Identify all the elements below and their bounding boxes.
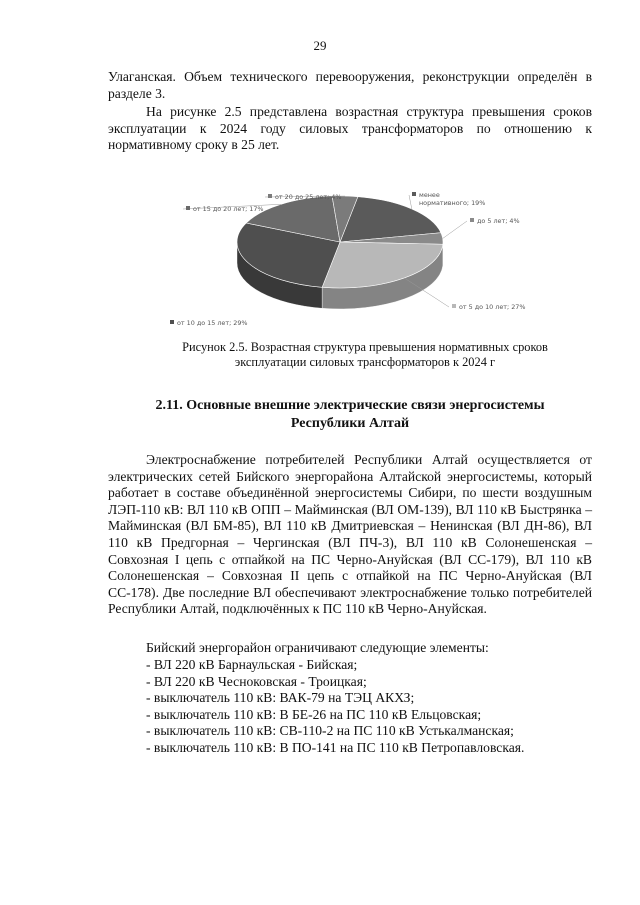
pie-label-5 (265, 193, 345, 201)
pie-label-text: менее (419, 191, 440, 199)
section-heading (108, 397, 592, 433)
figure-caption-line-1: Рисунок 2.5. Возрастная структура превышения нормативных сроков (182, 340, 548, 354)
pie-label-0 (409, 191, 485, 209)
list-item: - выключатель 110 кВ: В БЕ-26 на ПС 110 кВ Ельцовская; (146, 706, 482, 722)
list-item: - ВЛ 220 кВ Барнаульская - Бийская; (146, 657, 358, 672)
pie-label-text: от 15 до 20 лет; 17% (193, 205, 264, 213)
pie-label-text: от 10 до 15 лет; 29% (177, 319, 248, 327)
list-item: - выключатель 110 кВ: СВ-110-2 на ПС 110 кВ Устькалманская; (146, 723, 514, 739)
figure-caption-line-2: эксплуатации силовых трансформаторов к 2024 г (234, 355, 496, 369)
pie-label-1 (443, 217, 520, 238)
pie-label-text-line-2: нормативного; 19% (419, 199, 486, 207)
section-heading-line-1: 2.11. Основные внешние электрические связи энергосистемы (155, 398, 545, 413)
pie-label-text: от 20 до 25 лет; 4% (275, 193, 342, 201)
paragraph-continuation: Улаганская. Объем технического перевооружения, реконструкции определён в разделе 3. (108, 69, 592, 101)
pie-label-text: от 5 до 10 лет; 27% (459, 303, 526, 311)
pie-chart (150, 186, 570, 334)
boundary-elements-list (146, 657, 596, 757)
paragraph-power-supply: Электроснабжение потребителей Республики Алтай осуществляется от электрических сетей Бийского энергорайона Алтайской энергосистемы, который работает в составе объединённой энергосистемы Сибири, по шести воздушным ЛЭП-110 кВ: ВЛ 110 кВ ОПП – Майминская (ВЛ ОМ-139), ВЛ 110 кВ Быстрянка – Майминская (ВЛ БМ-85), ВЛ 110 кВ Дмитриевская – Ненинская (ВЛ ДН-86), ВЛ 110 кВ Предгорная – Чергинская (ВЛ ПЧ-3), ВЛ 110 кВ Солонешенская – Совхозная I цепь с отпайкой на ПС Черно-Ануйская (ВЛ СС-179), ВЛ 110 кВ Солонешенская – Совхозная II цепь с отпайкой на ПС Черно-Ануйская (ВЛ СС-178). Две последние ВЛ обеспечивают электроснабжение только потребителей Республики Алтай, подключённых к ПС 110 кВ Черно-Ануйская. (108, 452, 592, 617)
paragraph-figure-intro: На рисунке 2.5 представлена возрастная структура превышения сроков эксплуатации к 2024 году силовых трансформаторов по отношению к нормативному сроку в 25 лет. (108, 104, 592, 153)
pie-label-text: до 5 лет; 4% (477, 217, 520, 225)
list-item: - выключатель 110 кВ: В ПО-141 на ПС 110 кВ Петропавловская. (146, 739, 525, 755)
list-item: - ВЛ 220 кВ Чесноковская - Троицкая; (146, 673, 367, 689)
page-number: 29 (313, 38, 327, 53)
paragraph-boundary-intro: Бийский энергорайон ограничивают следующие элементы: (146, 640, 489, 655)
section-heading-line-2: Республики Алтай (290, 416, 410, 431)
list-item: - выключатель 110 кВ: ВАК-79 на ТЭЦ АКХЗ; (146, 690, 415, 706)
figure-caption (150, 340, 580, 370)
pie-label-3 (170, 319, 247, 327)
